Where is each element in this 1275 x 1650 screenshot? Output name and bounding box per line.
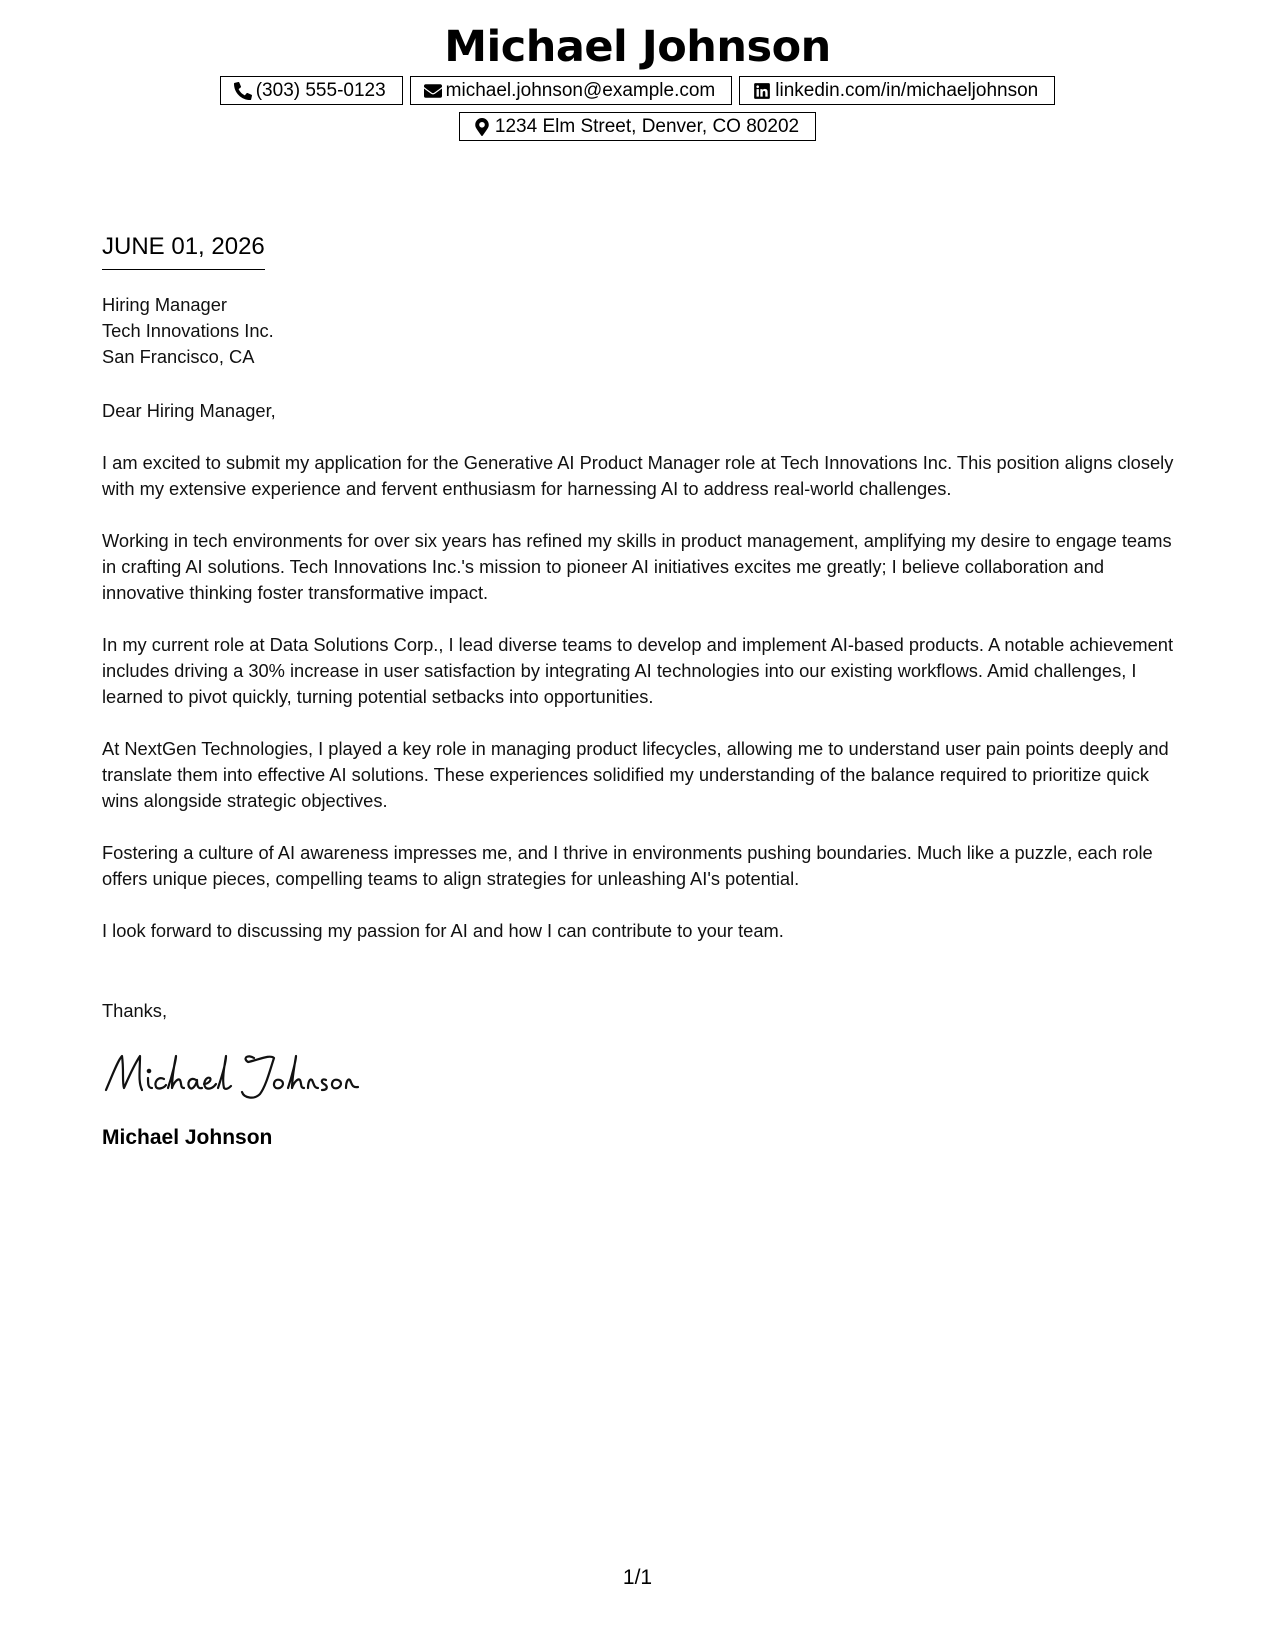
page-title: Michael Johnson xyxy=(444,22,831,72)
letter-header xyxy=(0,20,1275,141)
phone-contact[interactable] xyxy=(220,76,403,105)
map-marker-icon xyxy=(473,118,491,136)
paragraph-5: Fostering a culture of AI awareness impresses me, and I thrive in environments pushing boundaries. Much like a puzzle, each role offers unique pieces, compelling teams to align strategies for unleashing AI's potential. xyxy=(102,842,1153,889)
letter-date: JUNE 01, 2026 xyxy=(102,232,265,270)
handwritten-signature xyxy=(102,1046,1177,1104)
signer-name: Michael Johnson xyxy=(102,1126,273,1149)
recipient-location: San Francisco, CA xyxy=(102,346,255,367)
contact-row-secondary xyxy=(0,112,1275,141)
paragraph-2: Working in tech environments for over six years has refined my skills in product management, amplifying my desire to engage teams in crafting AI solutions. Tech Innovations Inc.'s mission to pioneer AI initiatives excites me greatly; I believe collaboration and innovative thinking foster transformative impact. xyxy=(102,530,1172,603)
paragraph-4: At NextGen Technologies, I played a key role in managing product lifecycles, allowing me to understand user pain points deeply and translate them into effective AI solutions. These experiences solidified my understanding of the balance required to prioritize quick wins alongside strategic objectives. xyxy=(102,738,1169,811)
email-text: michael.johnson@example.com xyxy=(445,79,716,101)
paragraph-6: I look forward to discussing my passion for AI and how I can contribute to your team. xyxy=(102,920,784,941)
signature-image xyxy=(102,1046,362,1104)
phone-icon xyxy=(234,82,252,100)
closing: Thanks, xyxy=(102,1000,168,1021)
paragraph-1: I am excited to submit my application for the Generative AI Product Manager role at Tech Innovations Inc. This position aligns closely with my extensive experience and fervent enthusiasm for harnessing AI to address real-world challenges. xyxy=(102,452,1174,499)
recipient-company: Tech Innovations Inc. xyxy=(102,320,274,341)
address-contact[interactable] xyxy=(459,112,816,141)
salutation: Dear Hiring Manager, xyxy=(102,400,276,421)
address-text: 1234 Elm Street, Denver, CO 80202 xyxy=(494,115,800,137)
linkedin-contact[interactable] xyxy=(739,76,1055,105)
page-number: 1/1 xyxy=(622,1566,653,1589)
letter-body xyxy=(102,232,1177,1152)
email-contact[interactable] xyxy=(410,76,733,105)
phone-text: (303) 555-0123 xyxy=(255,79,386,101)
linkedin-icon xyxy=(753,82,771,100)
paragraph-3: In my current role at Data Solutions Corp., I lead diverse teams to develop and implement AI-based products. A notable achievement includes driving a 30% increase in user satisfaction by integrating AI technologies into our existing workflows. Amid challenges, I learned to pivot quickly, turning potential setbacks into opportunities. xyxy=(102,634,1174,707)
envelope-icon xyxy=(424,82,442,100)
linkedin-text: linkedin.com/in/michaeljohnson xyxy=(775,79,1039,101)
contact-row-primary xyxy=(0,76,1275,105)
recipient-block xyxy=(102,292,1177,370)
recipient-title: Hiring Manager xyxy=(102,294,227,315)
